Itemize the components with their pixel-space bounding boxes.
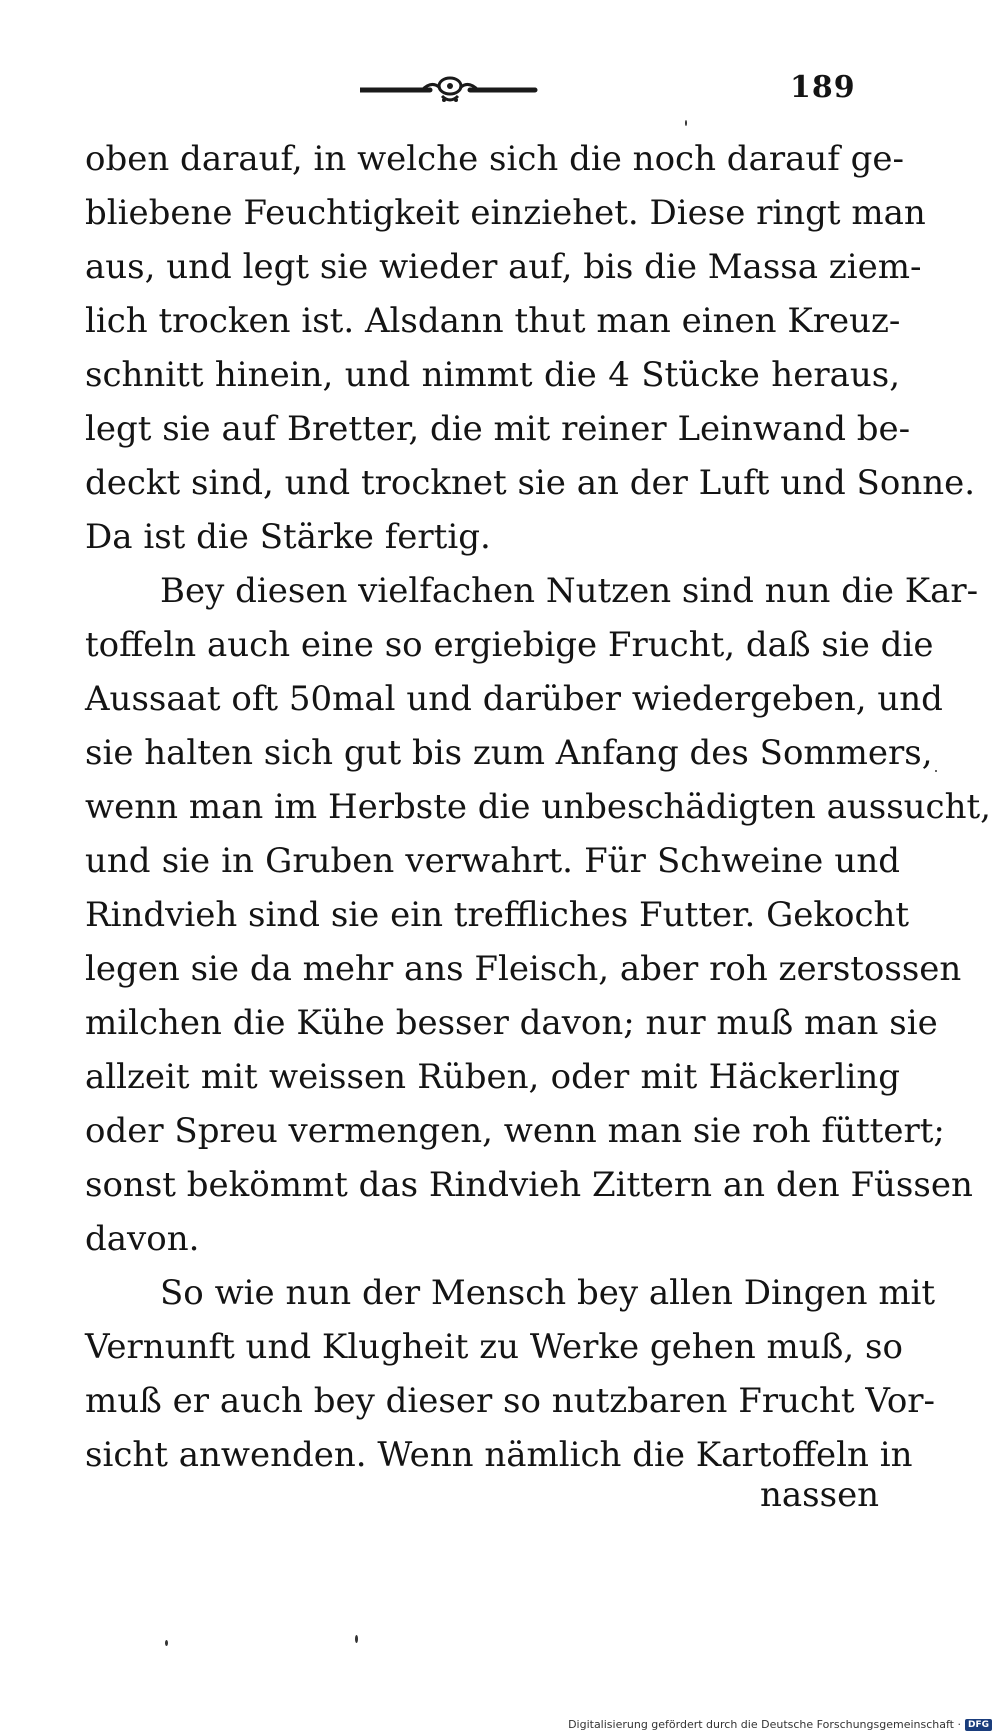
text-line: lich trocken ist. Alsdann thut man einen Kreuz-: [85, 301, 901, 341]
catchword: nassen: [760, 1475, 880, 1515]
dfg-logo-icon: DFG: [965, 1719, 992, 1731]
ornament-divider-icon: [360, 70, 540, 106]
text-line: muß er auch bey dieser so nutzbaren Frucht Vor-: [85, 1381, 936, 1421]
text-line: oben darauf, in welche sich die noch darauf ge-: [85, 139, 905, 179]
text-line: Da ist die Stärke fertig.: [85, 517, 491, 557]
text-line: So wie nun der Mensch bey allen Dingen mit: [160, 1273, 936, 1313]
text-line: wenn man im Herbste die unbeschädigten aussucht,: [85, 787, 991, 827]
text-line: aus, und legt sie wieder auf, bis die Massa ziem-: [85, 247, 922, 287]
text-line: deckt sind, und trocknet sie an der Luft und Sonne.: [85, 463, 976, 503]
text-line: legt sie auf Bretter, die mit reiner Leinwand be-: [85, 409, 911, 449]
page-number: 189: [790, 70, 856, 105]
ink-speck: [935, 770, 937, 772]
text-body: [85, 132, 991, 1482]
text-line: toffeln auch eine so ergiebige Frucht, daß sie die: [85, 625, 934, 665]
text-line: allzeit mit weissen Rüben, oder mit Häckerling: [85, 1057, 900, 1097]
text-line: sie halten sich gut bis zum Anfang des Sommers,: [85, 733, 933, 773]
text-line: bliebene Feuchtigkeit einziehet. Diese ringt man: [85, 193, 926, 233]
text-line: und sie in Gruben verwahrt. Für Schweine und: [85, 841, 900, 881]
ink-speck: [355, 1635, 358, 1643]
ink-speck: [165, 1640, 168, 1646]
text-line: schnitt hinein, und nimmt die 4 Stücke heraus,: [85, 355, 900, 395]
digitization-footer: [568, 1718, 992, 1731]
text-line: Rindvieh sind sie ein treffliches Futter. Gekocht: [85, 895, 910, 935]
text-line: Bey diesen vielfachen Nutzen sind nun die Kar-: [160, 571, 979, 611]
footer-text: Digitalisierung gefördert durch die Deutsche Forschungsgemeinschaft ·: [568, 1718, 961, 1731]
text-line: legen sie da mehr ans Fleisch, aber roh zerstossen: [85, 949, 962, 989]
text-line: milchen die Kühe besser davon; nur muß man sie: [85, 1003, 938, 1043]
text-line: Aussaat oft 50mal und darüber wiedergeben, und: [85, 679, 943, 719]
text-line: oder Spreu vermengen, wenn man sie roh füttert;: [85, 1111, 945, 1151]
text-line: sonst bekömmt das Rindvieh Zittern an den Füssen: [85, 1165, 973, 1205]
text-line: davon.: [85, 1219, 200, 1259]
ink-speck: [685, 120, 687, 126]
text-line: sicht anwenden. Wenn nämlich die Kartoffeln in: [85, 1435, 913, 1475]
text-line: Vernunft und Klugheit zu Werke gehen muß, so: [85, 1327, 903, 1367]
